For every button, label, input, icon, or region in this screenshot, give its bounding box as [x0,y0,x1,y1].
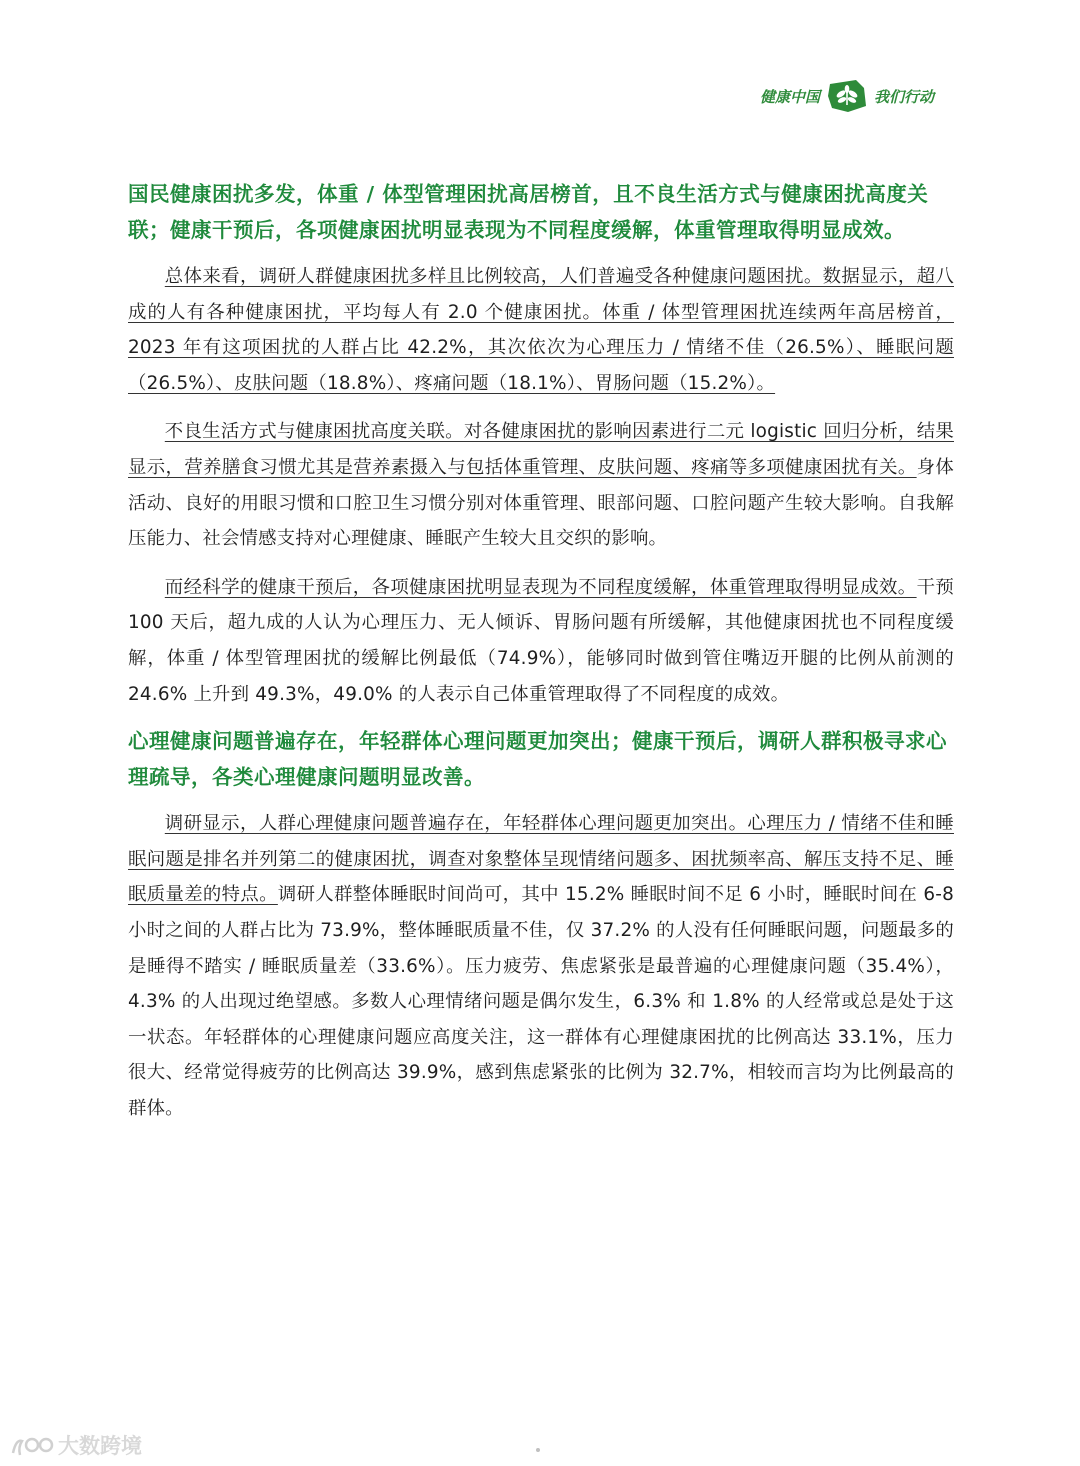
paragraph-text: 调研人群整体睡眠时间尚可，其中 15.2% 睡眠时间不足 6 小时，睡眠时间在 6-8 小时之间的人群占比为 73.9%，整体睡眠质量不佳，仅 37.2% 的人没有任何睡眠问题，问题最多的是睡得不踏实 / 睡眠质量差（33.6%）。压力疲劳、焦虑紧张是最普遍的心理健康问题（35.4%），4.3% 的人出现过绝望感。多数人心理情绪问题是偶尔发生，6.3% 和 1.8% 的人经常或总是处于这一状态。年轻群体的心理健康问题应高度关注，这一群体有心理健康困扰的比例高达 33.1%，压力很大、经常觉得疲劳的比例高达 39.9%，感到焦虑紧张的比例为 32.7%，相较而言均为比例最高的群体。 [128,884,955,1119]
watermark-text: 大数跨境 [58,1434,142,1458]
section1-paragraph-1 [128,259,954,401]
section2-paragraph-1 [128,806,954,1126]
section1-heading: 国民健康困扰多发，体重 / 体型管理困扰高居榜首，且不良生活方式与健康困扰高度关联；健康干预后，各项健康困扰明显表现为不同程度缓解，体重管理取得明显成效。 [128,182,929,242]
section1-paragraph-2 [128,414,954,556]
page-marker [536,1448,540,1452]
leaf-badge-icon [826,78,868,114]
underlined-text: 调研显示，人群心理健康问题普遍存在，年轻群体心理问题更加突出。心理压力 / 情绪不佳和睡眠问题是排名并列第二的健康困扰，调查对象整体呈现情绪问题多、困扰频率高、解压支持不足、睡眠质量差的特点。 [128,813,954,906]
underlined-text: 总体来看，调研人群健康困扰多样且比例较高，人们普遍受各种健康问题困扰。数据显示，超八成的人有各种健康困扰，平均每人有 2.0 个健康困扰。体重 / 体型管理困扰连续两年高居榜首，2023 年有这项困扰的人群占比 42.2%，其次依次为心理压力 / 情绪不佳（26.5%）、睡眠问题（26.5%）、皮肤问题（18.8%）、疼痛问题（18.1%）、胃肠问题（15.2%）。 [128,266,954,394]
paragraph-text: 身体活动、良好的用眼习惯和口腔卫生习惯分别对体重管理、眼部问题、口腔问题产生较大影响。自我解压能力、社会情感支持对心理健康、睡眠产生较大且交织的影响。 [128,456,954,550]
underlined-text: 不良生活方式与健康困扰高度关联。对各健康困扰的影响因素进行二元 logistic 回归分析，结果显示，营养膳食习惯尤其是营养素摄入与包括体重管理、皮肤问题、疼痛等多项健康困扰有关。 [128,421,954,478]
logo-right-text: 我们行动 [874,87,935,106]
section2-heading: 心理健康问题普遍存在，年轻群体心理问题更加突出；健康干预后，调研人群积极寻求心理疏导，各类心理健康问题明显改善。 [128,729,947,790]
watermark-logo-icon [10,1431,56,1459]
logo-left-text: 健康中国 [760,87,821,106]
paragraph-text: 干预 100 天后，超九成的人认为心理压力、无人倾诉、胃肠问题有所缓解，其他健康困扰也不同程度缓解，体重 / 体型管理困扰的缓解比例最低（74.9%），能够同时做到管住嘴迈开腿的比例从前测的 24.6% 上升到 49.3%，49.0% 的人表示自己体重管理取得了不同程度的成效。 [128,576,954,705]
underlined-text: 而经科学的健康干预后，各项健康困扰明显表现为不同程度缓解，体重管理取得明显成效。 [164,576,917,598]
section1-paragraph-3 [128,570,954,712]
header-logo [760,76,956,116]
watermark [10,1430,142,1460]
document-body [128,176,954,1126]
